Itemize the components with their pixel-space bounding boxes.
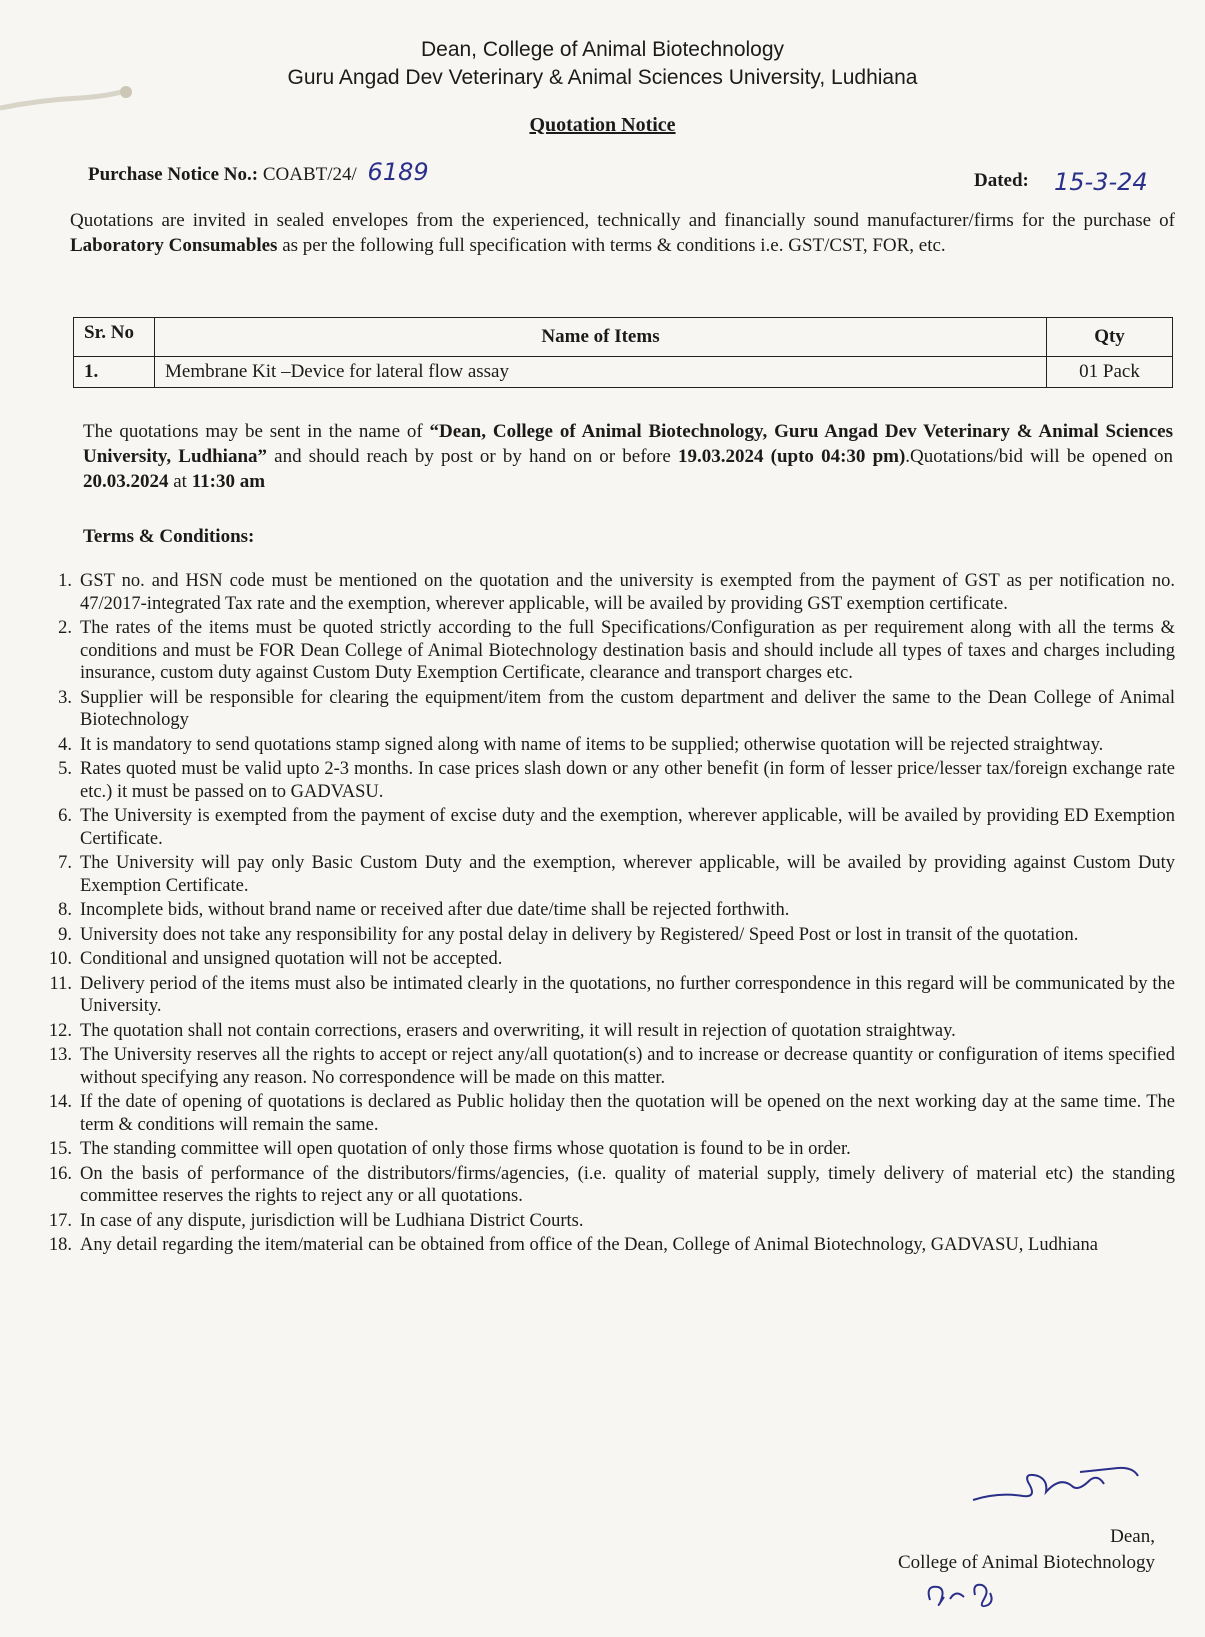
signatory-office: College of Animal Biotechnology [898, 1552, 1155, 1573]
header-line-1: Dean, College of Animal Biotechnology [420, 38, 785, 61]
handwritten-date: 15-3-24 [1054, 168, 1148, 196]
list-item [30, 805, 1175, 850]
term-number: 11. [49, 973, 72, 994]
list-item [30, 924, 1175, 947]
quot-text-3: .Quotations/bid will be opened on [905, 446, 1173, 467]
quotation-paragraph [83, 419, 1173, 494]
term-text: University does not take any responsibility for any postal delay in delivery by Registered/ Speed Post or lost in transit of the quotation. [80, 924, 1079, 945]
header-sr-no: Sr. No [74, 318, 155, 357]
intro-text-2: as per the following full specification with terms & conditions i.e. GST/CST, FOR, etc. [277, 235, 946, 256]
purchase-notice-label: Purchase Notice No.: [88, 164, 259, 185]
notice-title: Quotation Notice [529, 114, 676, 136]
term-text: The University is exempted from the payment of excise duty and the exemption, wherever applicable, will be availed by providing ED Exemption Certificate. [80, 806, 1175, 849]
row-sr: 1. [74, 357, 155, 388]
term-text: In case of any dispute, jurisdiction will be Ludhiana District Courts. [80, 1210, 584, 1231]
term-number: 16. [48, 1163, 72, 1184]
list-item [30, 973, 1175, 1018]
term-text: Incomplete bids, without brand name or received after due date/time shall be rejected forthwith. [80, 900, 790, 920]
term-text: Rates quoted must be valid upto 2-3 months. In case prices slash down or any other benefit (in form of lesser price/lesser tax/foreign exchange rate etc.) it must be passed on to GADVASU. [80, 759, 1175, 802]
term-number: 7. [58, 853, 72, 873]
header-name-of-items: Name of Items [155, 318, 1047, 357]
table-header-row [74, 318, 1173, 357]
term-number: 13. [48, 1045, 72, 1065]
term-number: 4. [58, 734, 72, 755]
term-number: 15. [48, 1139, 72, 1159]
quot-text-2: and should reach by post or by hand on or before [267, 446, 678, 467]
term-text: GST no. and HSN code must be mentioned on the quotation and the university is exempted from the payment of GST as per notification no. 47/2017-integrated Tax rate and the exemption, wherever applicable, will be availed by providing GST exemption certificate. [80, 571, 1175, 614]
list-item [30, 1044, 1175, 1089]
header-line-2: Guru Angad Dev Veterinary & Animal Sciences University, Ludhiana [287, 66, 918, 89]
term-text: The quotation shall not contain corrections, erasers and overwriting, it will result in rejection of quotation straightway. [80, 1020, 956, 1041]
list-item [30, 1138, 1175, 1161]
list-item [30, 1020, 1175, 1043]
purchase-notice-number [88, 158, 429, 186]
items-table [73, 317, 1173, 388]
list-item [30, 617, 1175, 685]
term-text: Supplier will be responsible for clearing the equipment/item from the custom department and deliver the same to the Dean College of Animal Biotechnology [80, 687, 1175, 730]
row-item-name: Membrane Kit –Device for lateral flow assay [155, 357, 1047, 388]
quot-opening-time: 11:30 am [191, 471, 266, 492]
list-item [30, 1163, 1175, 1208]
term-text: Conditional and unsigned quotation will not be accepted. [80, 949, 503, 969]
term-number: 9. [58, 924, 72, 945]
list-item [30, 1234, 1175, 1257]
term-text: Delivery period of the items must also be intimated clearly in the quotations, no further correspondence in this regard will be communicated by the University. [80, 973, 1175, 1016]
term-text: If the date of opening of quotations is declared as Public holiday then the quotation will be opened on the next working day at the same time. The term & conditions will remain the same. [80, 1092, 1175, 1135]
handwritten-notice-number: 6189 [367, 158, 429, 186]
signatory-title: Dean, [1110, 1526, 1155, 1547]
term-number: 2. [58, 618, 72, 638]
list-item [30, 734, 1175, 757]
term-number: 14. [48, 1092, 72, 1112]
term-number: 5. [58, 759, 72, 779]
purchase-notice-prefix: COABT/24/ [262, 164, 357, 185]
header-qty: Qty [1047, 318, 1173, 357]
quot-deadline: 19.03.2024 (upto 04:30 pm) [677, 446, 906, 467]
term-text: It is mandatory to send quotations stamp signed along with name of items to be supplied; otherwise quotation will be rejected straightway. [80, 734, 1104, 755]
row-qty: 01 Pack [1047, 357, 1173, 388]
term-text: The standing committee will open quotation of only those firms whose quotation is found to be in order. [80, 1139, 851, 1159]
term-number: 12. [48, 1020, 72, 1041]
terms-heading: Terms & Conditions: [83, 526, 255, 547]
term-text: Any detail regarding the item/material can be obtained from office of the Dean, College of Animal Biotechnology, GADVASU, Ludhiana [80, 1235, 1098, 1255]
terms-list [30, 570, 1175, 1259]
term-number: 1. [58, 571, 72, 591]
list-item [30, 570, 1175, 615]
quot-addressee: “Dean, College of Animal Biotechnology, Guru Angad Dev Veterinary & Animal Sciences University, Ludhiana” [83, 421, 1173, 467]
term-text: The University reserves all the rights to accept or reject any/all quotation(s) and to increase or decrease quantity or configuration of items specified without specifying any reason. No correspondence will be made on this matter. [80, 1045, 1175, 1088]
list-item [30, 948, 1175, 971]
term-number: 17. [48, 1210, 72, 1231]
table-row [74, 357, 1173, 388]
list-item [30, 852, 1175, 897]
term-number: 18. [48, 1235, 72, 1255]
intro-bold: Laboratory Consumables [70, 235, 278, 256]
list-item [30, 899, 1175, 922]
term-number: 8. [58, 900, 72, 920]
quot-opening-date: 20.03.2024 [83, 471, 169, 492]
intro-paragraph [70, 208, 1175, 258]
term-number: 6. [58, 806, 72, 826]
list-item [30, 1091, 1175, 1136]
signature-icon [968, 1462, 1158, 1512]
term-text: The University will pay only Basic Custom Duty and the exemption, wherever applicable, will be availed by providing against Custom Duty Exemption Certificate. [80, 853, 1175, 896]
list-item [30, 687, 1175, 732]
term-number: 3. [58, 687, 72, 708]
term-number: 10. [48, 949, 72, 969]
list-item [30, 1210, 1175, 1233]
intro-text-1: Quotations are invited in sealed envelopes from the experienced, technically and financially sound manufacturer/firms for the purchase of [70, 210, 1175, 231]
quot-text-1: The quotations may be sent in the name of [83, 421, 430, 442]
dated-label: Dated: [974, 170, 1029, 191]
term-text: On the basis of performance of the distributors/firms/agencies, (i.e. quality of material supply, timely delivery of material etc) the standing committee reserves the rights to reject any or all quotations. [80, 1163, 1175, 1206]
list-item [30, 758, 1175, 803]
handwritten-initials-icon [920, 1575, 1010, 1615]
quot-text-4: at [168, 471, 192, 492]
term-text: The rates of the items must be quoted strictly according to the full Specifications/Configuration as per requirement along with all the terms & conditions and must be FOR Dean College of Animal Biotechnology destination basis and should include all types of taxes and charges including insurance, custom duty against Custom Duty Exemption Certificate, clearance and transport charges etc. [80, 618, 1175, 683]
